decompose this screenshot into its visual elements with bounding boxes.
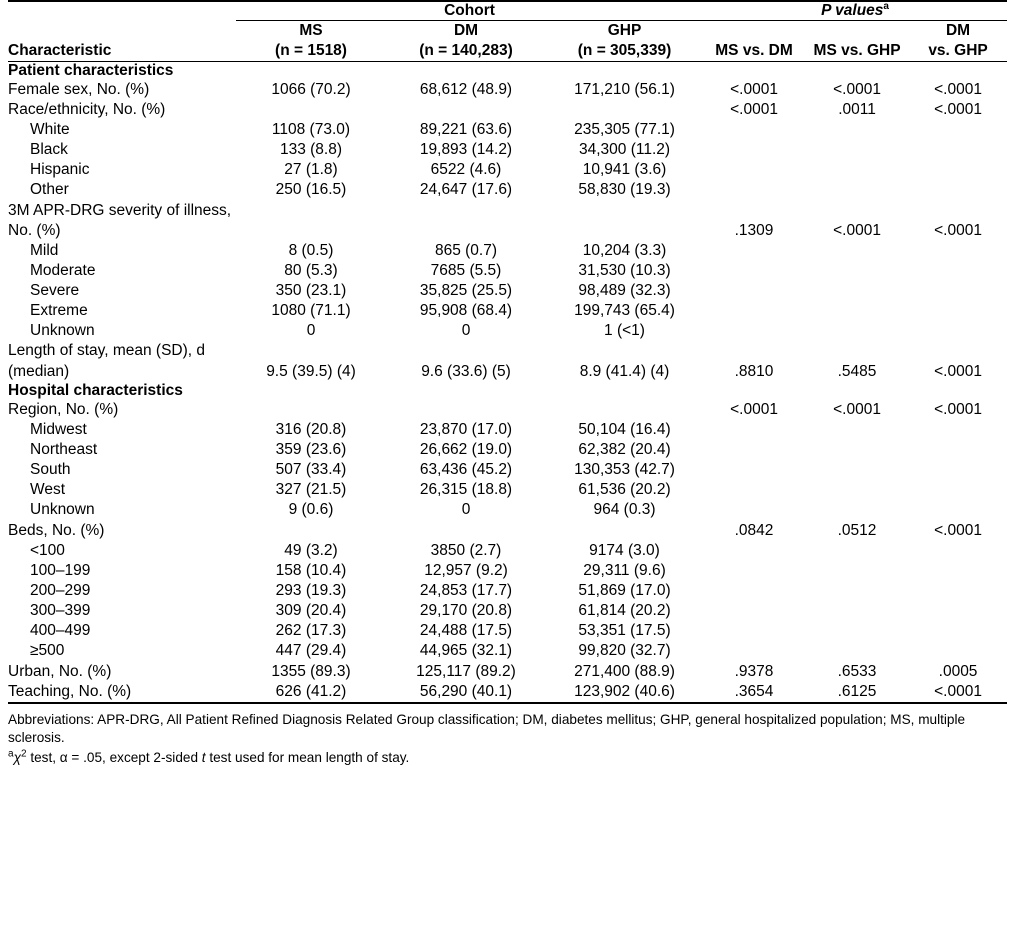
cell-p-ms-vs-dm: .9378 xyxy=(734,662,774,680)
footnote-a-mid: test, α = .05, except 2-sided xyxy=(26,750,202,766)
empty-cell xyxy=(386,382,546,400)
table-row xyxy=(8,561,1007,581)
cell-p-dm-vs-ghp xyxy=(909,140,1007,160)
group-header-pvalues-superscript: a xyxy=(883,0,889,12)
cell-p-ms-vs-dm xyxy=(703,160,805,180)
empty-cell xyxy=(909,382,1007,400)
column-header-characteristic: Characteristic xyxy=(8,41,112,59)
empty-cell xyxy=(805,382,909,400)
cell-ghp: 31,530 (10.3) xyxy=(578,261,671,279)
cell-dm: 0 xyxy=(461,501,471,519)
header-group-row xyxy=(8,1,1007,21)
column-header-dm-vs-ghp-line1: DM xyxy=(945,22,971,39)
cell-ms: 359 (23.6) xyxy=(275,441,347,459)
cell-p-ms-vs-ghp xyxy=(805,500,909,520)
cell-p-ms-vs-dm xyxy=(703,180,805,200)
column-header-ms-vs-dm: MS vs. DM xyxy=(715,41,793,59)
row-label: 100–199 xyxy=(30,561,91,579)
cell-ms: 0 xyxy=(306,322,316,340)
cell-ghp: 34,300 (11.2) xyxy=(578,141,671,159)
cell-p-ms-vs-ghp xyxy=(805,160,909,180)
cell-ghp: 53,351 (17.5) xyxy=(578,622,671,640)
cell-p-ms-vs-ghp xyxy=(805,621,909,641)
cell-ms: 158 (10.4) xyxy=(275,561,347,579)
row-label: 300–399 xyxy=(30,602,91,620)
cell-p-ms-vs-ghp xyxy=(805,180,909,200)
cell-p-ms-vs-dm xyxy=(703,261,805,281)
cell-p-dm-vs-ghp xyxy=(909,621,1007,641)
table-row xyxy=(8,521,1007,541)
cell-ms xyxy=(236,521,386,541)
cell-p-ms-vs-ghp: .0011 xyxy=(838,100,876,118)
empty-cell xyxy=(703,382,805,400)
empty-cell xyxy=(386,61,546,80)
cell-p-ms-vs-dm xyxy=(703,480,805,500)
column-header-ms-label: MS xyxy=(299,22,323,39)
cell-ghp: 29,311 (9.6) xyxy=(583,561,666,579)
table-body xyxy=(8,61,1007,703)
row-label: Unknown xyxy=(30,501,95,519)
column-header-dm-n: (n = 140,283) xyxy=(419,41,513,59)
row-label: Extreme xyxy=(30,302,88,320)
row-label: Teaching, No. (%) xyxy=(8,682,236,703)
cell-p-ms-vs-dm xyxy=(703,281,805,301)
cell-dm: 63,436 (45.2) xyxy=(419,461,513,479)
cell-p-dm-vs-ghp: <.0001 xyxy=(934,362,982,380)
cell-dm: 35,825 (25.5) xyxy=(419,282,513,300)
cell-p-dm-vs-ghp: <.0001 xyxy=(934,521,982,539)
cell-ghp: 10,204 (3.3) xyxy=(582,241,667,259)
cell-p-ms-vs-ghp: .5485 xyxy=(837,362,877,380)
row-label: Beds, No. (%) xyxy=(8,521,105,539)
row-label: Unknown xyxy=(30,322,95,340)
cell-dm xyxy=(386,521,546,541)
cell-p-ms-vs-ghp xyxy=(805,140,909,160)
cell-p-ms-vs-dm: .3654 xyxy=(703,682,805,703)
footnote-a-end: test used for mean length of stay. xyxy=(205,750,410,766)
cell-ghp xyxy=(546,100,703,120)
cell-p-dm-vs-ghp xyxy=(909,480,1007,500)
cell-p-dm-vs-ghp xyxy=(909,460,1007,480)
row-label: Hispanic xyxy=(30,161,90,179)
cell-p-ms-vs-ghp xyxy=(805,301,909,321)
cell-dm: 44,965 (32.1) xyxy=(419,642,513,660)
table-row xyxy=(8,261,1007,281)
cell-p-ms-vs-ghp xyxy=(805,261,909,281)
cell-dm: 24,853 (17.7) xyxy=(419,582,513,600)
cell-p-ms-vs-ghp xyxy=(805,321,909,341)
group-header-pvalues-label: P values xyxy=(821,2,884,19)
cell-ghp xyxy=(546,400,703,420)
cell-p-dm-vs-ghp: .0005 xyxy=(938,662,978,680)
cell-ghp: 8.9 (41.4) (4) xyxy=(579,362,670,380)
cell-p-dm-vs-ghp: <.0001 xyxy=(934,80,982,98)
cell-p-ms-vs-ghp: .0512 xyxy=(837,521,877,539)
row-label: <100 xyxy=(30,541,65,559)
cell-ms xyxy=(236,400,386,420)
cell-p-ms-vs-ghp xyxy=(805,601,909,621)
cell-p-dm-vs-ghp xyxy=(909,440,1007,460)
table-row xyxy=(8,301,1007,321)
row-label: Moderate xyxy=(30,261,96,279)
column-header-dm xyxy=(386,21,546,62)
section-label: Patient characteristics xyxy=(8,61,236,80)
row-label: Female sex, No. (%) xyxy=(8,80,150,98)
cell-p-ms-vs-dm: .0842 xyxy=(734,521,774,539)
footnote-a-t: t xyxy=(201,750,206,766)
cell-p-ms-vs-ghp: <.0001 xyxy=(833,400,881,418)
cell-p-ms-vs-dm: <.0001 xyxy=(730,100,778,118)
header-spacer xyxy=(8,1,236,21)
cell-p-ms-vs-ghp xyxy=(805,460,909,480)
cell-p-ms-vs-dm xyxy=(703,321,805,341)
group-header-cohort: Cohort xyxy=(236,1,703,21)
table-row xyxy=(8,160,1007,180)
empty-cell xyxy=(703,61,805,80)
table-row xyxy=(8,140,1007,160)
column-header-ms-n: (n = 1518) xyxy=(275,41,347,59)
row-label: Length of stay, mean (SD), d (median) xyxy=(8,342,206,380)
cell-ms: 327 (21.5) xyxy=(275,481,347,499)
row-label: West xyxy=(30,481,66,499)
table-row xyxy=(8,201,1007,241)
footnote-a-chi-exp: 2 xyxy=(20,748,27,760)
table-row xyxy=(8,241,1007,261)
table-header xyxy=(8,1,1007,61)
row-label: White xyxy=(30,120,70,138)
cell-p-dm-vs-ghp xyxy=(909,581,1007,601)
column-header-ms xyxy=(236,21,386,62)
row-label: South xyxy=(30,461,71,479)
cell-p-dm-vs-ghp: <.0001 xyxy=(934,221,982,239)
cell-dm: 19,893 (14.2) xyxy=(419,141,513,159)
column-header-ms-vs-ghp: MS vs. GHP xyxy=(813,41,901,59)
cell-p-ms-vs-ghp: <.0001 xyxy=(833,80,881,98)
row-label: Race/ethnicity, No. (%) xyxy=(8,100,166,118)
cell-ms: 250 (16.5) xyxy=(275,181,347,199)
cell-ghp: 123,902 (40.6) xyxy=(546,682,703,703)
cell-ms: 447 (29.4) xyxy=(275,642,347,660)
cell-p-dm-vs-ghp: <.0001 xyxy=(909,682,1007,703)
cell-ms: 80 (5.3) xyxy=(284,261,338,279)
cell-p-dm-vs-ghp xyxy=(909,601,1007,621)
cell-ms: 309 (20.4) xyxy=(275,602,347,620)
table-row xyxy=(8,682,1007,703)
table-row xyxy=(8,581,1007,601)
cell-ghp: 98,489 (32.3) xyxy=(578,282,671,300)
row-label: Other xyxy=(30,181,69,199)
cell-ghp: 1 (<1) xyxy=(604,322,645,340)
cell-ghp xyxy=(546,521,703,541)
cell-ghp: 61,814 (20.2) xyxy=(578,602,671,620)
cell-ghp xyxy=(546,201,703,241)
cell-p-dm-vs-ghp xyxy=(909,160,1007,180)
cell-p-ms-vs-ghp: .6533 xyxy=(837,662,877,680)
cell-ms: 1080 (71.1) xyxy=(271,302,351,320)
cell-p-ms-vs-ghp xyxy=(805,561,909,581)
cell-p-ms-vs-ghp xyxy=(805,420,909,440)
table-row xyxy=(8,400,1007,420)
cell-p-ms-vs-ghp: .6125 xyxy=(805,682,909,703)
footnote-a-marker: a xyxy=(8,748,14,760)
cell-ghp: 62,382 (20.4) xyxy=(578,441,671,459)
table-row xyxy=(8,61,1007,80)
cell-ms: 293 (19.3) xyxy=(275,582,347,600)
cell-p-dm-vs-ghp xyxy=(909,321,1007,341)
cell-p-ms-vs-dm: .1309 xyxy=(734,221,774,239)
cell-dm: 6522 (4.6) xyxy=(430,161,502,179)
cell-p-ms-vs-dm: <.0001 xyxy=(730,80,778,98)
cell-dm xyxy=(386,100,546,120)
row-label: Black xyxy=(30,141,68,159)
footnote-a xyxy=(8,749,1007,767)
cell-p-ms-vs-ghp xyxy=(805,581,909,601)
cell-p-dm-vs-ghp: <.0001 xyxy=(934,400,982,418)
cell-p-ms-vs-dm xyxy=(703,601,805,621)
cell-ms: 626 (41.2) xyxy=(236,682,386,703)
column-header-dm-vs-ghp xyxy=(909,21,1007,62)
cell-dm xyxy=(386,201,546,241)
cell-p-dm-vs-ghp xyxy=(909,420,1007,440)
cell-p-dm-vs-ghp xyxy=(909,261,1007,281)
table-row xyxy=(8,382,1007,400)
group-header-pvalues xyxy=(703,1,1007,21)
cell-p-ms-vs-ghp xyxy=(805,541,909,561)
column-header-dm-label: DM xyxy=(453,22,479,39)
cell-ghp: 9174 (3.0) xyxy=(589,541,660,559)
column-header-ghp-label: GHP xyxy=(607,22,642,39)
cell-p-ms-vs-ghp xyxy=(805,281,909,301)
cell-p-ms-vs-ghp xyxy=(805,440,909,460)
cell-ghp: 964 (0.3) xyxy=(593,501,656,519)
row-label: Midwest xyxy=(30,420,87,438)
cell-dm: 9.6 (33.6) (5) xyxy=(421,362,511,380)
cell-ms: 49 (3.2) xyxy=(284,541,338,559)
cell-dm: 26,315 (18.8) xyxy=(419,481,513,499)
footnote-a-chi: χ xyxy=(13,750,21,766)
table-row xyxy=(8,662,1007,682)
cell-p-ms-vs-dm xyxy=(703,241,805,261)
cell-p-dm-vs-ghp xyxy=(909,500,1007,520)
cell-ghp: 199,743 (65.4) xyxy=(574,302,675,320)
table-row xyxy=(8,541,1007,561)
cell-ghp: 271,400 (88.9) xyxy=(574,662,675,680)
row-label: Northeast xyxy=(30,441,98,459)
cell-ghp: 235,305 (77.1) xyxy=(574,120,675,138)
cell-dm: 68,612 (48.9) xyxy=(419,80,513,98)
column-header-ghp xyxy=(546,21,703,62)
table-row xyxy=(8,480,1007,500)
cell-ghp: 130,353 (42.7) xyxy=(574,461,675,479)
empty-cell xyxy=(546,61,703,80)
row-label: Region, No. (%) xyxy=(8,400,119,418)
cell-p-ms-vs-dm: .8810 xyxy=(734,362,774,380)
cell-dm: 7685 (5.5) xyxy=(430,261,502,279)
column-header-ghp-n: (n = 305,339) xyxy=(577,41,672,59)
table-row xyxy=(8,80,1007,100)
table-row xyxy=(8,281,1007,301)
table-row xyxy=(8,100,1007,120)
cell-dm xyxy=(386,400,546,420)
table-row xyxy=(8,440,1007,460)
cell-ms: 27 (1.8) xyxy=(284,161,338,179)
cell-p-ms-vs-dm xyxy=(703,301,805,321)
section-label: Hospital characteristics xyxy=(8,381,183,399)
cell-p-dm-vs-ghp: <.0001 xyxy=(934,100,982,118)
cell-p-ms-vs-ghp xyxy=(805,641,909,661)
footnote-abbreviations: Abbreviations: APR-DRG, All Patient Refined Diagnosis Related Group classification; DM, diabetes mellitus; GHP, general hospitalized population; MS, multiple sclerosis. xyxy=(8,711,966,745)
cell-p-ms-vs-dm xyxy=(703,561,805,581)
table-row xyxy=(8,180,1007,200)
cell-dm: 29,170 (20.8) xyxy=(419,602,513,620)
table-row xyxy=(8,500,1007,520)
characteristics-table xyxy=(8,0,1007,704)
cell-ghp: 171,210 (56.1) xyxy=(574,80,675,98)
table-row xyxy=(8,601,1007,621)
cell-p-ms-vs-ghp xyxy=(805,480,909,500)
cell-dm: 0 xyxy=(461,322,471,340)
cell-dm: 26,662 (19.0) xyxy=(419,441,513,459)
empty-cell xyxy=(236,61,386,80)
cell-p-ms-vs-dm xyxy=(703,541,805,561)
cell-p-ms-vs-dm xyxy=(703,581,805,601)
row-label: 200–299 xyxy=(30,582,91,600)
cell-ghp: 10,941 (3.6) xyxy=(582,161,667,179)
empty-cell xyxy=(236,382,386,400)
table-row xyxy=(8,341,1007,381)
cell-dm: 89,221 (63.6) xyxy=(419,120,513,138)
cell-dm: 125,117 (89.2) xyxy=(416,662,516,680)
cell-dm: 23,870 (17.0) xyxy=(419,420,513,438)
cell-p-dm-vs-ghp xyxy=(909,180,1007,200)
cell-ghp: 50,104 (16.4) xyxy=(578,420,671,438)
cell-p-ms-vs-dm xyxy=(703,460,805,480)
cell-ghp: 58,830 (19.3) xyxy=(578,181,671,199)
cell-ms: 1066 (70.2) xyxy=(271,80,351,98)
cell-ms: 8 (0.5) xyxy=(288,241,334,259)
cell-dm: 865 (0.7) xyxy=(434,241,498,259)
empty-cell xyxy=(909,61,1007,80)
cell-dm: 24,488 (17.5) xyxy=(419,622,513,640)
column-header-row xyxy=(8,21,1007,62)
column-header-dm-vs-ghp-line2: vs. GHP xyxy=(928,41,988,59)
table-row xyxy=(8,420,1007,440)
cell-dm: 3850 (2.7) xyxy=(430,541,502,559)
row-label: ≥500 xyxy=(30,642,65,660)
cell-ghp: 51,869 (17.0) xyxy=(578,582,671,600)
cell-p-ms-vs-ghp xyxy=(805,120,909,140)
cell-dm: 12,957 (9.2) xyxy=(424,561,508,579)
cell-ms: 9.5 (39.5) (4) xyxy=(266,362,356,380)
cell-p-ms-vs-dm xyxy=(703,440,805,460)
cell-p-ms-vs-ghp: <.0001 xyxy=(833,221,881,239)
cell-ms: 507 (33.4) xyxy=(275,461,347,479)
table-row xyxy=(8,120,1007,140)
table-row xyxy=(8,460,1007,480)
cell-p-ms-vs-dm xyxy=(703,500,805,520)
cell-p-dm-vs-ghp xyxy=(909,641,1007,661)
cell-ms xyxy=(236,201,386,241)
table-row xyxy=(8,321,1007,341)
cell-ms: 9 (0.6) xyxy=(288,501,334,519)
row-label: Mild xyxy=(30,241,59,259)
row-label: 400–499 xyxy=(30,622,91,640)
cell-dm: 95,908 (68.4) xyxy=(419,302,513,320)
cell-ms: 133 (8.8) xyxy=(279,141,343,159)
row-label: 3M APR-DRG severity of illness, No. (%) xyxy=(8,201,232,239)
empty-cell xyxy=(805,61,909,80)
cell-ms: 1108 (73.0) xyxy=(271,120,351,138)
row-label: Urban, No. (%) xyxy=(8,662,112,680)
cell-p-ms-vs-dm xyxy=(703,621,805,641)
cell-p-ms-vs-ghp xyxy=(805,241,909,261)
empty-cell xyxy=(546,382,703,400)
cell-p-dm-vs-ghp xyxy=(909,241,1007,261)
cell-ms: 350 (23.1) xyxy=(275,282,347,300)
cell-p-dm-vs-ghp xyxy=(909,281,1007,301)
cell-p-dm-vs-ghp xyxy=(909,541,1007,561)
table-row xyxy=(8,621,1007,641)
cell-p-ms-vs-dm xyxy=(703,420,805,440)
cell-dm: 24,647 (17.6) xyxy=(419,181,513,199)
cell-p-ms-vs-dm: <.0001 xyxy=(730,400,778,418)
cell-ms: 316 (20.8) xyxy=(275,420,347,438)
footnotes xyxy=(8,704,1007,767)
row-label: Severe xyxy=(30,282,80,300)
cell-ghp: 99,820 (32.7) xyxy=(578,642,671,660)
cell-p-dm-vs-ghp xyxy=(909,301,1007,321)
cell-p-dm-vs-ghp xyxy=(909,561,1007,581)
cell-ghp: 61,536 (20.2) xyxy=(578,481,671,499)
cell-ms: 1355 (89.3) xyxy=(271,662,351,680)
cell-ms xyxy=(236,100,386,120)
cell-p-dm-vs-ghp xyxy=(909,120,1007,140)
cell-p-ms-vs-dm xyxy=(703,641,805,661)
cell-p-ms-vs-dm xyxy=(703,120,805,140)
cell-p-ms-vs-dm xyxy=(703,140,805,160)
table-row xyxy=(8,641,1007,661)
cell-ms: 262 (17.3) xyxy=(275,622,347,640)
cell-dm: 56,290 (40.1) xyxy=(386,682,546,703)
